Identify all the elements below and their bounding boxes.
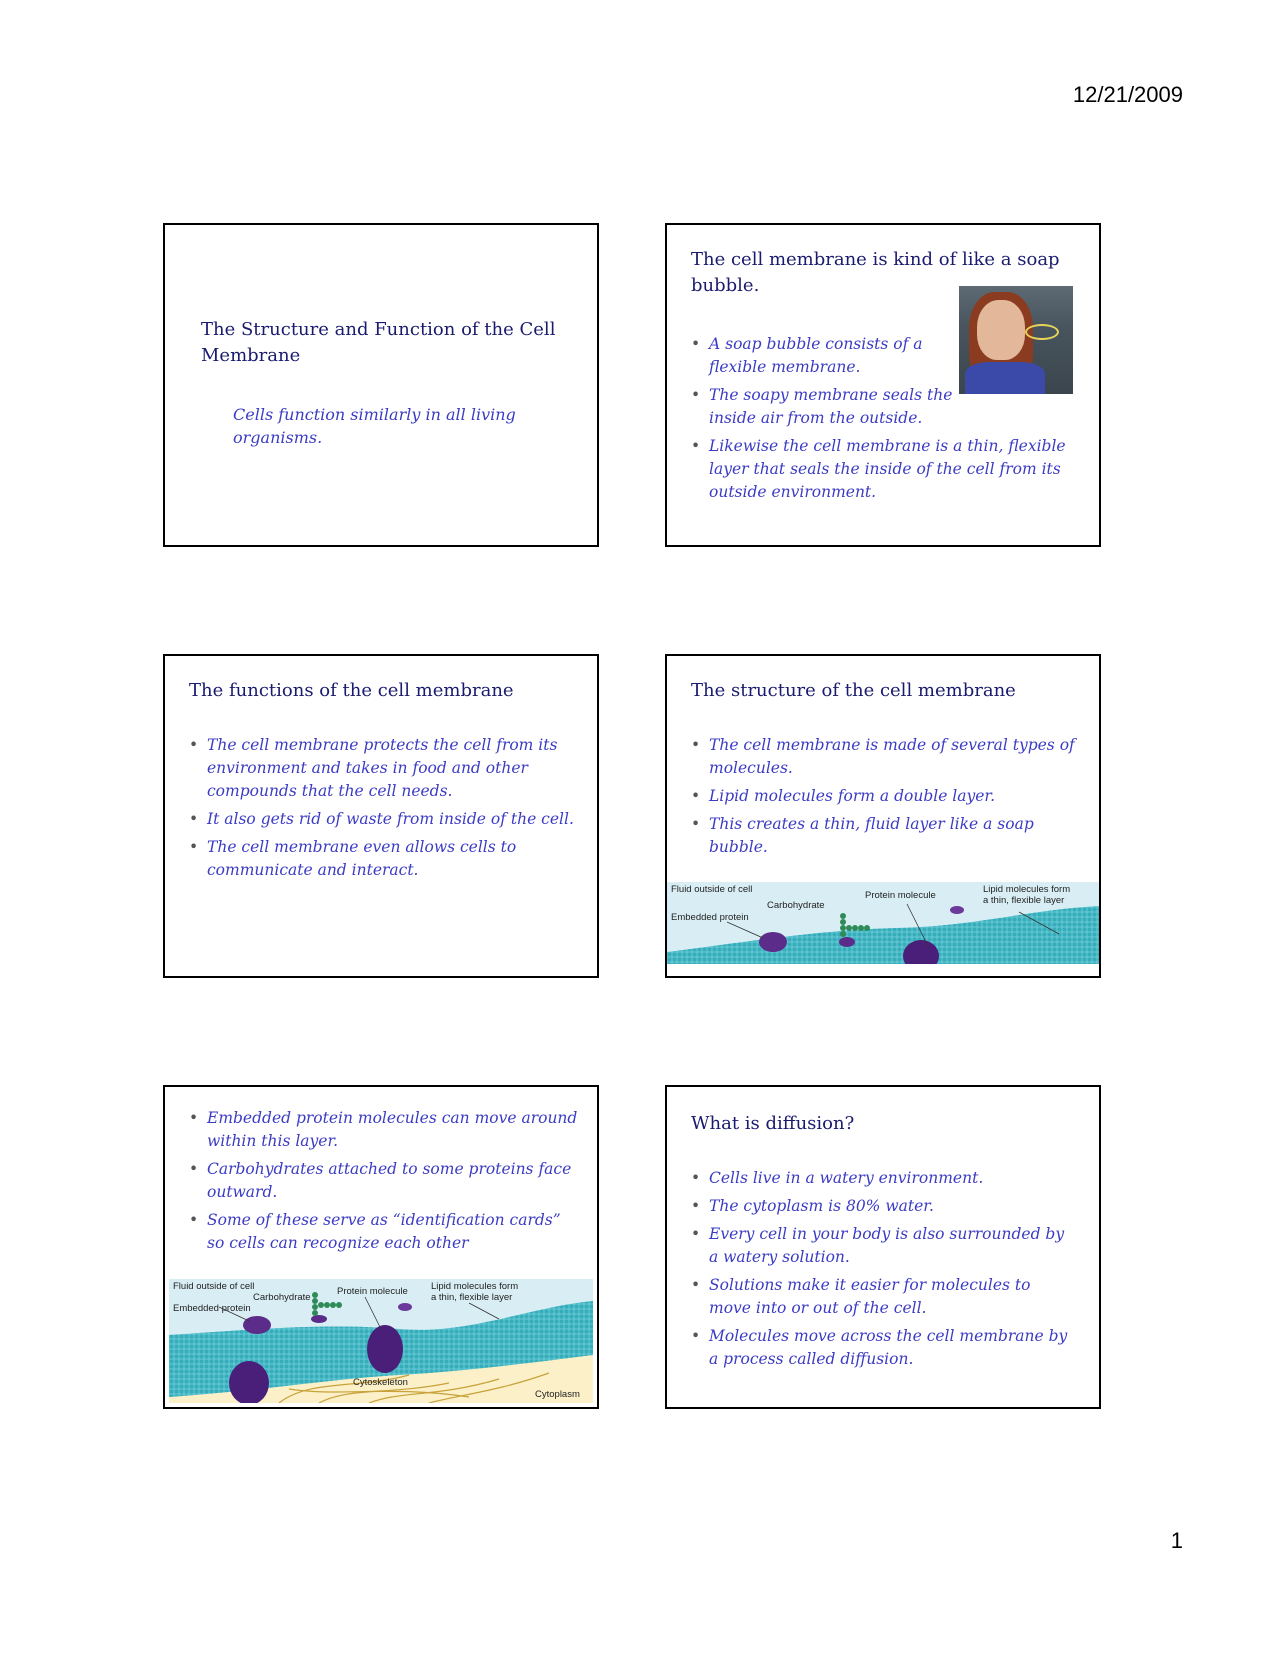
slide-3 — [163, 654, 599, 978]
slide-2 — [665, 223, 1101, 547]
bullet-list — [691, 1167, 1076, 1376]
slide-subtitle: Cells function similarly in all living organisms. — [233, 405, 516, 447]
bullet-item: • It also gets rid of waste from inside of the cell. — [189, 808, 574, 831]
slide-title: What is diffusion? — [691, 1113, 855, 1134]
label-fluid-outside: Fluid outside of cell — [671, 884, 753, 895]
bullet-item: • The soapy membrane seals the inside air from the outside. — [691, 384, 971, 430]
label-lipid-line2: a thin, flexible layer — [983, 895, 1065, 906]
bullet-list — [189, 734, 574, 887]
bullet-list — [691, 435, 1071, 509]
bullet-item: • Cells live in a watery environment. — [691, 1167, 1076, 1190]
membrane-diagram — [667, 882, 1099, 964]
slide-title: The Structure and Function of the Cell Membrane — [201, 319, 556, 366]
slide-4 — [665, 654, 1101, 978]
label-lipid-line1: Lipid molecules form — [983, 884, 1071, 895]
bullet-item: • Carbohydrates attached to some proteins face outward. — [189, 1158, 579, 1204]
label-lipid-line2: a thin, flexible layer — [431, 1292, 513, 1303]
bullet-item: • Some of these serve as “identification cards” so cells can recognize each other — [189, 1209, 579, 1255]
girl-blowing-bubble-photo — [959, 286, 1073, 394]
membrane-diagram — [169, 1279, 593, 1403]
bullet-item: • Every cell in your body is also surrounded by a watery solution. — [691, 1223, 1076, 1269]
label-embedded-protein: Embedded protein — [671, 912, 749, 923]
bullet-item: • Solutions make it easier for molecules to move into or out of the cell. — [691, 1274, 1076, 1320]
bullet-list — [691, 734, 1076, 864]
bullet-item: • The cell membrane protects the cell from its environment and takes in food and other compounds that the cell needs. — [189, 734, 574, 803]
slide-6 — [665, 1085, 1101, 1409]
page-number: 1 — [1170, 1528, 1183, 1553]
bullet-item: • The cell membrane even allows cells to communicate and interact. — [189, 836, 574, 882]
bullet-list — [691, 333, 971, 435]
label-fluid-outside: Fluid outside of cell — [173, 1281, 255, 1292]
label-protein-molecule: Protein molecule — [337, 1286, 408, 1297]
bullet-item: • This creates a thin, fluid layer like a soap bubble. — [691, 813, 1076, 859]
bullet-list — [189, 1107, 579, 1260]
bullet-item: • Lipid molecules form a double layer. — [691, 785, 1076, 808]
slide-title: The structure of the cell membrane — [691, 680, 1016, 701]
slide-5 — [163, 1085, 599, 1409]
label-embedded-protein: Embedded protein — [173, 1303, 251, 1314]
slide-1 — [163, 223, 599, 547]
bullet-item: • A soap bubble consists of a flexible membrane. — [691, 333, 971, 379]
slide-title: The functions of the cell membrane — [189, 680, 514, 701]
bullet-item: • The cytoplasm is 80% water. — [691, 1195, 1076, 1218]
label-protein-molecule: Protein molecule — [865, 890, 936, 901]
bullet-item: • The cell membrane is made of several types of molecules. — [691, 734, 1076, 780]
page-date: 12/21/2009 — [1072, 82, 1183, 107]
bullet-item: • Likewise the cell membrane is a thin, flexible layer that seals the inside of the cell from its outside environment. — [691, 435, 1071, 504]
bullet-item: • Molecules move across the cell membrane by a process called diffusion. — [691, 1325, 1076, 1371]
bullet-item: • Embedded protein molecules can move around within this layer. — [189, 1107, 579, 1153]
label-lipid-line1: Lipid molecules form — [431, 1281, 519, 1292]
slide-title: The cell membrane is kind of like a soap bubble. — [691, 249, 1060, 296]
label-carbohydrate: Carbohydrate — [253, 1292, 311, 1303]
label-cytoplasm: Cytoplasm — [535, 1389, 580, 1400]
label-cytoskeleton: Cytoskeleton — [353, 1377, 408, 1388]
label-carbohydrate: Carbohydrate — [767, 900, 825, 911]
